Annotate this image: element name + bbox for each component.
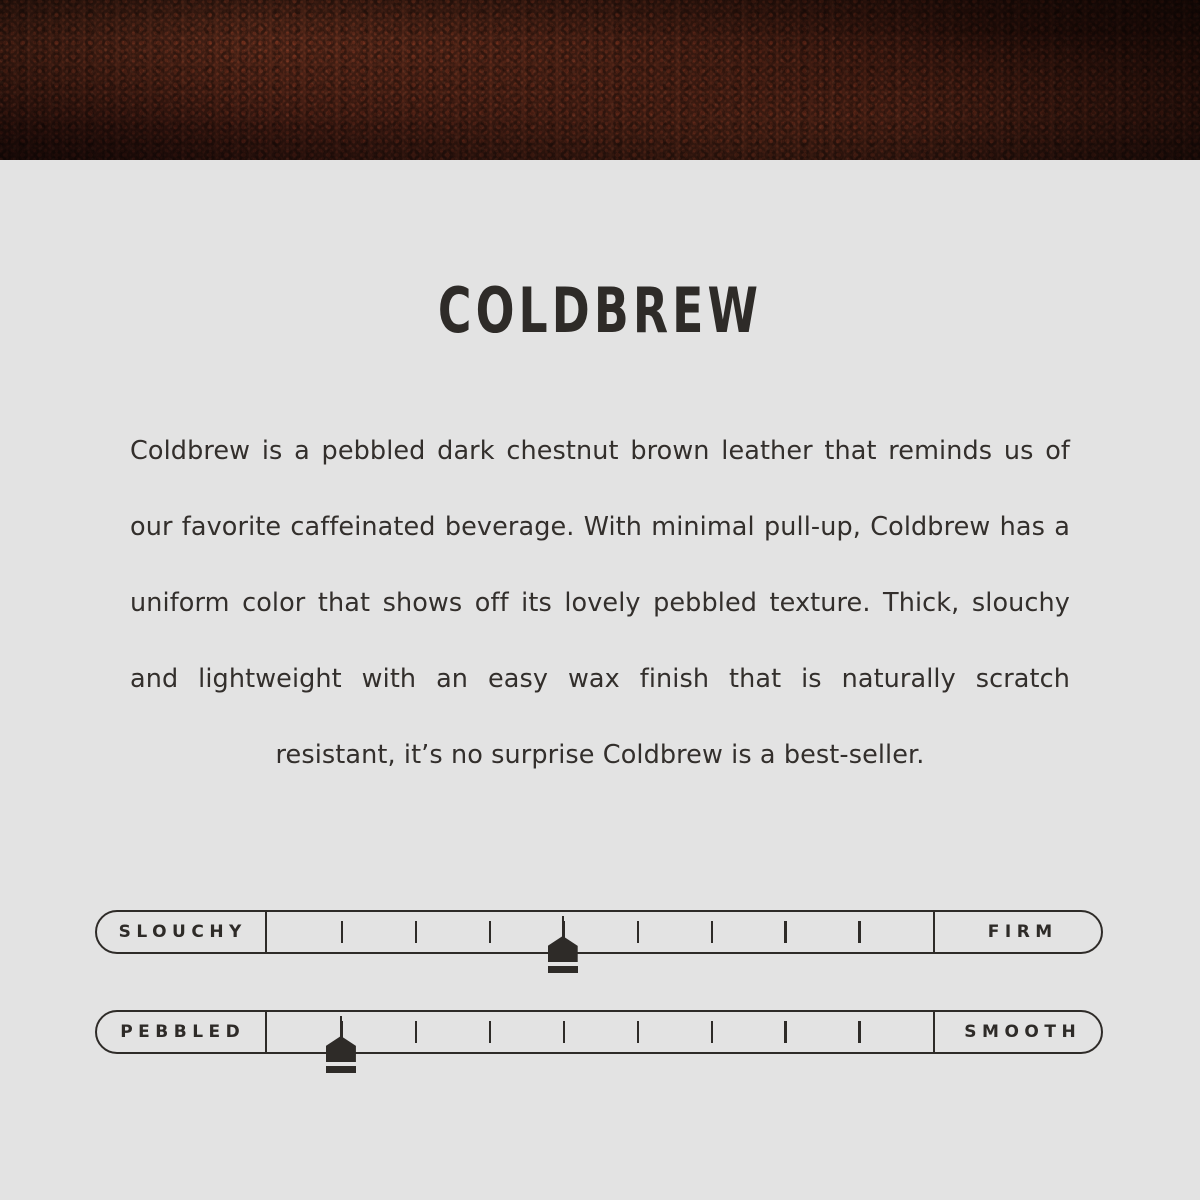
slider-tick: [489, 921, 492, 943]
slider-tick: [784, 1021, 787, 1043]
slider-tick: [637, 921, 640, 943]
leather-shading-layer: [0, 0, 1200, 160]
slider-firmness[interactable]: [95, 900, 1105, 1000]
slider-tick: [711, 921, 714, 943]
slider-tick: [563, 1021, 566, 1043]
leather-swatch-image: [0, 0, 1200, 160]
slider-tick: [341, 921, 344, 943]
slider-texture[interactable]: [95, 1000, 1105, 1100]
slider-tick: [711, 1021, 714, 1043]
slider-right-label: FIRM: [933, 910, 1105, 954]
product-description: Coldbrew is a pebbled dark chestnut brown leather that reminds us of our favorite caffeinated beverage. With minimal pull-up, Coldbrew has a uniform color that shows off its lovely pebbled texture. Thick, slouchy and lightweight with an easy wax finish that is naturally scratch resistant, it’s no surprise Coldbrew is a best-seller.: [130, 436, 1070, 770]
slider-tick: [489, 1021, 492, 1043]
slider-tick: [784, 921, 787, 943]
slider-tick: [415, 921, 418, 943]
page-title: COLDBREW: [437, 274, 763, 347]
product-content: [0, 160, 1200, 793]
slider-right-label: SMOOTH: [933, 1010, 1105, 1054]
attribute-sliders: [0, 900, 1200, 1100]
slider-tick: [858, 921, 861, 943]
slider-tick: [637, 1021, 640, 1043]
marker-pin-icon: [326, 1036, 356, 1062]
slider-tick: [858, 1021, 861, 1043]
marker-base-icon: [548, 966, 578, 973]
slider-ticks: [267, 910, 933, 954]
slider-left-label: SLOUCHY: [95, 910, 267, 954]
slider-tick: [415, 1021, 418, 1043]
slider-left-label: PEBBLED: [95, 1010, 267, 1054]
slider-ticks: [267, 1010, 933, 1054]
marker-base-icon: [326, 1066, 356, 1073]
marker-pin-icon: [548, 936, 578, 962]
